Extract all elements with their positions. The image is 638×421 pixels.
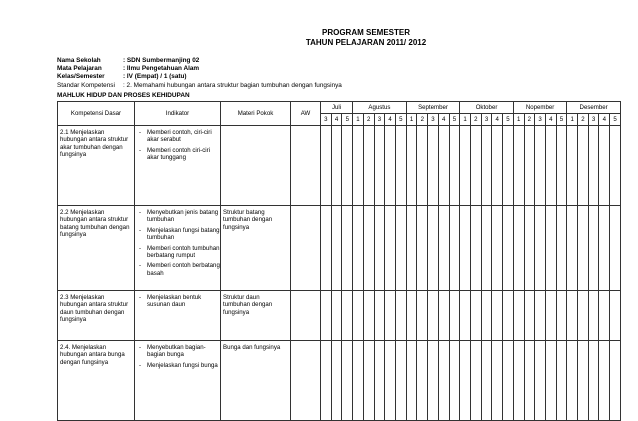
week-cell bbox=[513, 291, 524, 341]
week-cell bbox=[395, 341, 406, 421]
week-cell bbox=[385, 126, 396, 206]
week-cell bbox=[331, 126, 342, 206]
header-row-months bbox=[58, 102, 621, 114]
kd-number: 2.2 bbox=[60, 209, 69, 216]
week-cell bbox=[331, 206, 342, 291]
table-row bbox=[58, 126, 621, 206]
week-cell bbox=[492, 126, 503, 206]
week-cell bbox=[503, 341, 514, 421]
week-cell bbox=[535, 206, 546, 291]
week-cell bbox=[588, 341, 599, 421]
week-cell bbox=[535, 126, 546, 206]
week-cell bbox=[545, 341, 556, 421]
week-cell bbox=[567, 291, 578, 341]
week-header: 1 bbox=[406, 114, 417, 126]
week-cell bbox=[567, 341, 578, 421]
week-cell bbox=[417, 126, 428, 206]
week-cell bbox=[406, 341, 417, 421]
week-cell bbox=[556, 341, 567, 421]
week-cell bbox=[353, 126, 364, 206]
week-cell bbox=[321, 341, 332, 421]
week-cell bbox=[578, 341, 589, 421]
week-header: 5 bbox=[395, 114, 406, 126]
week-header: 5 bbox=[342, 114, 353, 126]
week-cell bbox=[363, 206, 374, 291]
week-cell bbox=[610, 291, 621, 341]
week-cell bbox=[599, 126, 610, 206]
month-header: Oktober bbox=[460, 102, 514, 114]
week-header: 4 bbox=[438, 114, 449, 126]
kd-cell bbox=[58, 341, 135, 421]
week-cell bbox=[481, 341, 492, 421]
week-cell bbox=[524, 341, 535, 421]
week-cell bbox=[545, 206, 556, 291]
week-header: 1 bbox=[460, 114, 471, 126]
week-header: 5 bbox=[503, 114, 514, 126]
week-cell bbox=[321, 291, 332, 341]
academic-year: TAHUN PELAJARAN 2011/ 2012 bbox=[305, 38, 427, 47]
aw-cell bbox=[291, 341, 321, 421]
week-cell bbox=[503, 291, 514, 341]
week-cell bbox=[578, 291, 589, 341]
week-cell bbox=[481, 126, 492, 206]
week-cell bbox=[428, 341, 439, 421]
week-header: 4 bbox=[385, 114, 396, 126]
week-header: 2 bbox=[470, 114, 481, 126]
week-cell bbox=[481, 206, 492, 291]
week-cell bbox=[342, 126, 353, 206]
week-cell bbox=[449, 341, 460, 421]
week-cell bbox=[610, 126, 621, 206]
week-cell bbox=[535, 291, 546, 341]
week-cell bbox=[588, 291, 599, 341]
week-cell bbox=[492, 341, 503, 421]
meta-class-semester: Kelas/Semester : IV (Empat) / 1 (satu) bbox=[57, 73, 187, 81]
materi-cell: Struktur batang tumbuhan dengan fungsinya bbox=[221, 206, 291, 291]
document-title bbox=[276, 28, 456, 48]
week-cell bbox=[545, 291, 556, 341]
week-cell bbox=[438, 341, 449, 421]
week-cell bbox=[342, 206, 353, 291]
week-cell bbox=[449, 206, 460, 291]
week-cell bbox=[524, 291, 535, 341]
indikator-item: - Menyebutkan bagian-bagian bunga bbox=[135, 344, 220, 359]
week-cell bbox=[599, 206, 610, 291]
week-cell bbox=[417, 341, 428, 421]
week-cell bbox=[578, 126, 589, 206]
month-header: Nopember bbox=[513, 102, 567, 114]
col-header-kd: Kompetensi Dasar bbox=[58, 102, 135, 126]
col-header-aw: AW bbox=[291, 102, 321, 126]
week-cell bbox=[556, 291, 567, 341]
week-cell bbox=[556, 126, 567, 206]
meta-school: Nama Sekolah : SDN Sumbermanjing 02 bbox=[57, 57, 200, 64]
indikator-cell bbox=[135, 291, 221, 341]
week-header: 4 bbox=[331, 114, 342, 126]
week-cell bbox=[321, 206, 332, 291]
week-header: 4 bbox=[545, 114, 556, 126]
week-cell bbox=[417, 291, 428, 341]
week-cell bbox=[438, 291, 449, 341]
indikator-cell bbox=[135, 341, 221, 421]
kd-text: Menjelaskan hubungan antara struktur akar tumbuhan dengan fungsinya bbox=[60, 129, 129, 159]
indikator-item: - Memberi contoh tumbuhan berbatang rumput bbox=[135, 245, 220, 260]
kd-cell bbox=[58, 126, 135, 206]
week-cell bbox=[503, 206, 514, 291]
month-header: September bbox=[406, 102, 460, 114]
week-cell bbox=[610, 206, 621, 291]
week-header: 3 bbox=[428, 114, 439, 126]
kd-number: 2.3 bbox=[60, 294, 69, 301]
week-cell bbox=[556, 206, 567, 291]
week-cell bbox=[449, 126, 460, 206]
week-cell bbox=[460, 341, 471, 421]
month-header: Agustus bbox=[353, 102, 407, 114]
week-cell bbox=[406, 206, 417, 291]
indikator-item: - Menyebutkan jenis batang tumbuhan bbox=[135, 209, 220, 224]
week-header: 3 bbox=[535, 114, 546, 126]
week-cell bbox=[428, 291, 439, 341]
week-cell bbox=[513, 341, 524, 421]
week-cell bbox=[331, 291, 342, 341]
indikator-item: - Menjelaskan bentuk susunan daun bbox=[135, 294, 220, 309]
week-cell bbox=[481, 291, 492, 341]
week-header: 5 bbox=[610, 114, 621, 126]
aw-cell bbox=[291, 291, 321, 341]
week-cell bbox=[363, 126, 374, 206]
week-cell bbox=[460, 126, 471, 206]
kd-text: Menjelaskan hubungan antara struktur daun tumbuhan dengan fungsinya bbox=[60, 294, 129, 324]
week-cell bbox=[374, 126, 385, 206]
week-cell bbox=[524, 126, 535, 206]
week-cell bbox=[535, 341, 546, 421]
materi-cell: Bunga dan fungsinya bbox=[221, 341, 291, 421]
week-cell bbox=[588, 206, 599, 291]
col-header-materi: Materi Pokok bbox=[221, 102, 291, 126]
week-header: 2 bbox=[363, 114, 374, 126]
meta-subject: Mata Pelajaran : Ilmu Pengetahuan Alam bbox=[57, 65, 200, 73]
week-cell bbox=[470, 341, 481, 421]
week-cell bbox=[460, 206, 471, 291]
week-header: 3 bbox=[321, 114, 332, 126]
indikator-item: - Menjelaskan fungsi bunga bbox=[135, 362, 220, 369]
week-cell bbox=[492, 291, 503, 341]
week-cell bbox=[353, 291, 364, 341]
week-header: 4 bbox=[599, 114, 610, 126]
week-cell bbox=[545, 126, 556, 206]
week-header: 3 bbox=[588, 114, 599, 126]
week-header: 3 bbox=[374, 114, 385, 126]
week-cell bbox=[460, 291, 471, 341]
kd-number: 2.1 bbox=[60, 129, 69, 136]
week-cell bbox=[438, 126, 449, 206]
week-cell bbox=[374, 206, 385, 291]
indikator-cell bbox=[135, 126, 221, 206]
week-cell bbox=[374, 341, 385, 421]
kd-cell bbox=[58, 206, 135, 291]
week-cell bbox=[406, 291, 417, 341]
week-cell bbox=[438, 206, 449, 291]
week-cell bbox=[503, 126, 514, 206]
week-cell bbox=[353, 341, 364, 421]
week-cell bbox=[395, 206, 406, 291]
week-header: 3 bbox=[481, 114, 492, 126]
week-header: 4 bbox=[492, 114, 503, 126]
week-cell bbox=[567, 206, 578, 291]
week-cell bbox=[470, 291, 481, 341]
week-cell bbox=[342, 291, 353, 341]
week-header: 2 bbox=[417, 114, 428, 126]
week-cell bbox=[374, 291, 385, 341]
meta-competency-standard: Standar Kompetensi : 2. Memahami hubungan antara struktur bagian tumbuhan dengan fungsinya bbox=[57, 81, 342, 89]
week-header: 5 bbox=[556, 114, 567, 126]
week-cell bbox=[385, 341, 396, 421]
week-header: 1 bbox=[353, 114, 364, 126]
document-meta bbox=[57, 57, 342, 90]
week-cell bbox=[567, 126, 578, 206]
week-cell bbox=[513, 126, 524, 206]
aw-cell bbox=[291, 206, 321, 291]
week-cell bbox=[578, 206, 589, 291]
week-cell bbox=[363, 291, 374, 341]
indikator-item: - Memberi contoh ciri-ciri akar tunggang bbox=[135, 147, 220, 162]
week-cell bbox=[321, 126, 332, 206]
semester-program-table bbox=[57, 101, 621, 421]
month-header: Juli bbox=[321, 102, 353, 114]
indikator-item: - Memberi contoh berbatang basah bbox=[135, 262, 220, 277]
table-row bbox=[58, 291, 621, 341]
week-cell bbox=[363, 341, 374, 421]
week-cell bbox=[395, 126, 406, 206]
kd-cell bbox=[58, 291, 135, 341]
week-cell bbox=[353, 206, 364, 291]
indikator-cell bbox=[135, 206, 221, 291]
week-cell bbox=[331, 341, 342, 421]
week-cell bbox=[449, 291, 460, 341]
week-header: 1 bbox=[567, 114, 578, 126]
kd-number: 2.4. bbox=[60, 344, 71, 351]
table-row bbox=[58, 341, 621, 421]
month-header: Desember bbox=[567, 102, 621, 114]
col-header-indikator: Indikator bbox=[135, 102, 221, 126]
week-cell bbox=[470, 126, 481, 206]
week-cell bbox=[385, 291, 396, 341]
table-row bbox=[58, 206, 621, 291]
aw-cell bbox=[291, 126, 321, 206]
indikator-item: - Memberi contoh, ciri-ciri akar serabut bbox=[135, 129, 220, 144]
week-cell bbox=[588, 126, 599, 206]
week-cell bbox=[385, 206, 396, 291]
week-cell bbox=[417, 206, 428, 291]
week-cell bbox=[428, 206, 439, 291]
kd-text: Menjelaskan hubungan antara struktur batang tumbuhan dengan fungsinya bbox=[60, 209, 130, 239]
week-cell bbox=[524, 206, 535, 291]
week-cell bbox=[599, 291, 610, 341]
week-cell bbox=[599, 341, 610, 421]
materi-cell bbox=[221, 126, 291, 206]
week-cell bbox=[395, 291, 406, 341]
week-header: 2 bbox=[578, 114, 589, 126]
kd-text: Menjelaskan hubungan antara bunga dengan fungsinya bbox=[60, 344, 125, 366]
week-cell bbox=[513, 206, 524, 291]
week-cell bbox=[406, 126, 417, 206]
week-cell bbox=[492, 206, 503, 291]
week-cell bbox=[470, 206, 481, 291]
week-header: 2 bbox=[524, 114, 535, 126]
topic-heading: MAHLUK HIDUP DAN PROSES KEHIDUPAN bbox=[57, 92, 190, 99]
week-cell bbox=[428, 126, 439, 206]
week-header: 1 bbox=[513, 114, 524, 126]
week-cell bbox=[610, 341, 621, 421]
week-cell bbox=[342, 341, 353, 421]
program-title: PROGRAM SEMESTER bbox=[321, 28, 410, 37]
indikator-item: - Menjelaskan fungsi batang tumbuhan bbox=[135, 227, 220, 242]
materi-cell: Struktur daun tumbuhan dengan fungsinya bbox=[221, 291, 291, 341]
week-header: 5 bbox=[449, 114, 460, 126]
